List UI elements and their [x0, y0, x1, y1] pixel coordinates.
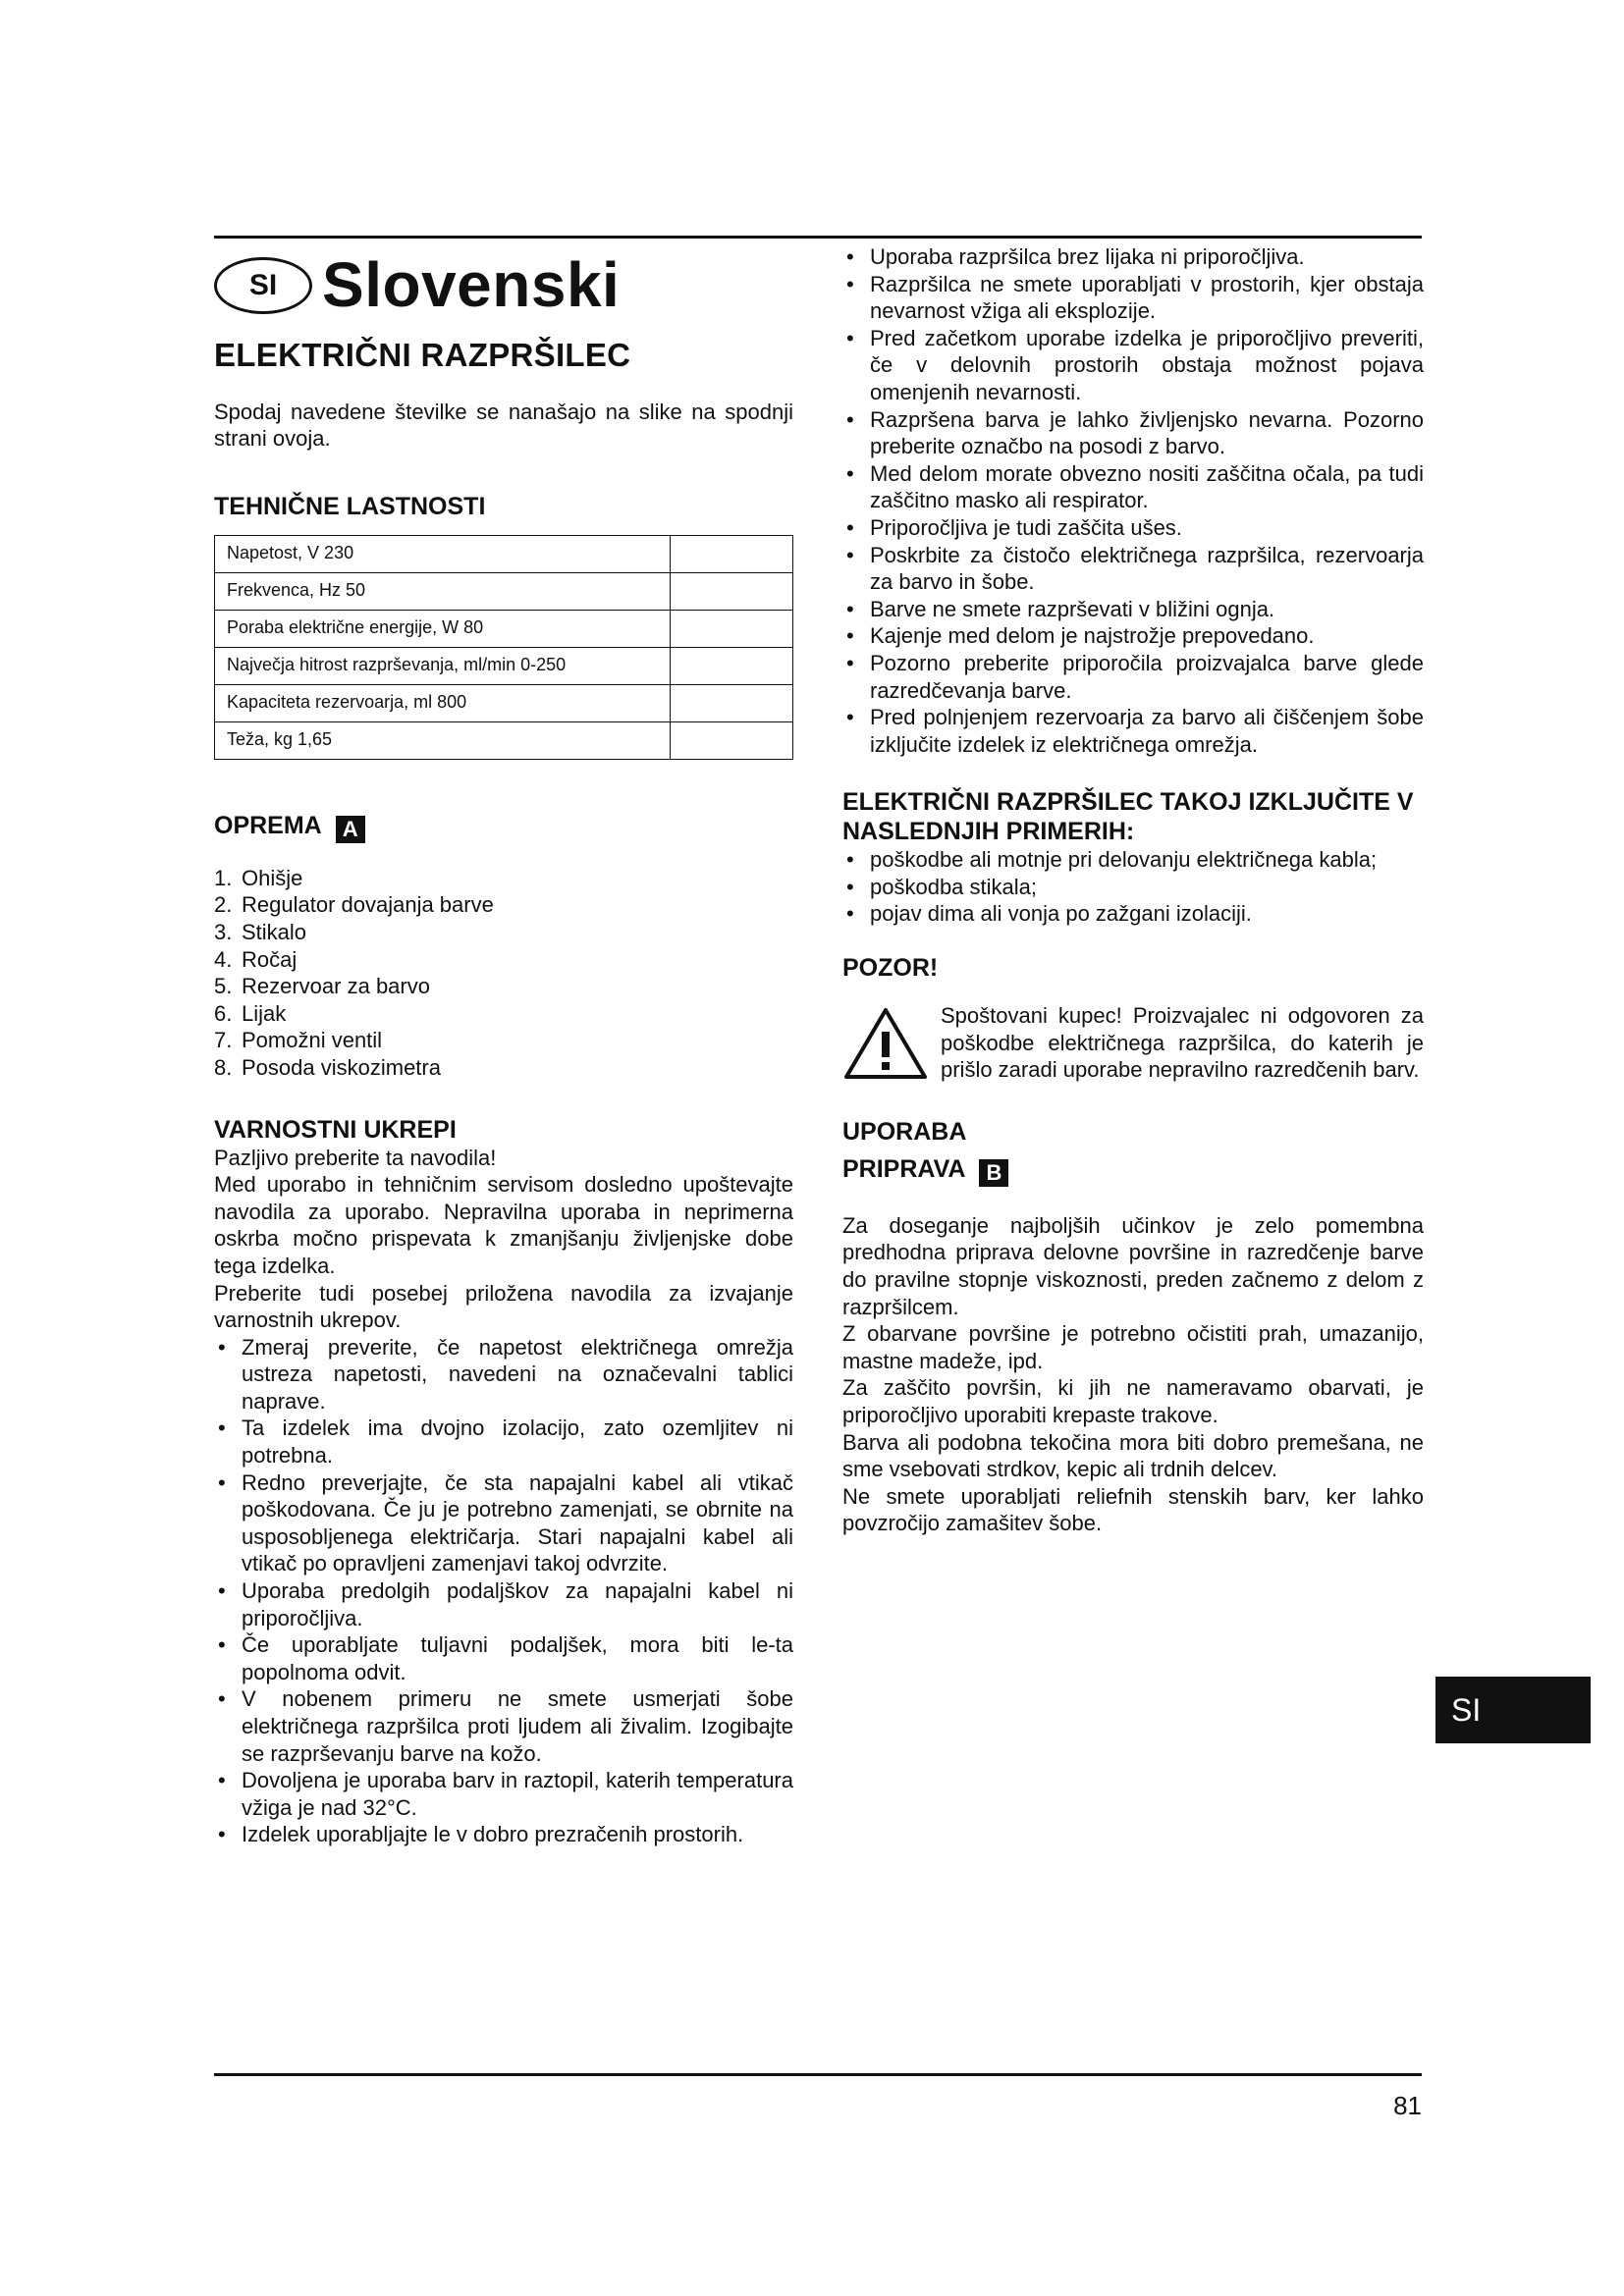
table-row [215, 647, 793, 684]
usage-text [842, 1212, 1424, 1537]
item-text: Pomožni ventil [242, 1028, 383, 1053]
spec-value-cell [671, 684, 793, 721]
list-item: • Barve ne smete razprševati v bližini ognja. [842, 596, 1424, 623]
usage-section [842, 1117, 1424, 1537]
table-row [215, 684, 793, 721]
warning-text: Spoštovani kupec! Proizvajalec ni odgovoren za poškodbe električnega razpršilca, do katerih je prišlo zaradi uporabe nepravilno razredčenih barv. [941, 1003, 1424, 1083]
list-item: • Kajenje med delom je najstrožje prepovedano. [842, 622, 1424, 650]
specs-heading: TEHNIČNE LASTNOSTI [214, 492, 486, 520]
table-row [215, 721, 793, 759]
spec-value-cell [671, 721, 793, 759]
figure-b-badge: B [979, 1159, 1008, 1187]
language-title: Slovenski [322, 249, 621, 321]
item-text: Ročaj [242, 946, 298, 972]
item-number: 7. [214, 1028, 233, 1053]
list-item: • Poskrbite za čistočo električnega razpršilca, rezervoarja za barvo in šobe. [842, 542, 1424, 596]
specs-table [214, 535, 793, 760]
list-item [214, 946, 793, 974]
list-item: • Pred začetkom uporabe izdelka je priporočljivo preveriti, če v delovnih prostorih obstaja možnost pojava omenjenih nevarnosti. [842, 325, 1424, 406]
item-number: 1. [214, 865, 233, 890]
warning-block [842, 1002, 1424, 1084]
item-number: 5. [214, 974, 233, 999]
list-item: • Redno preverjajte, če sta napajalni kabel ali vtikač poškodovana. Če ju je potrebno zamenjati, se obrnite na usposobljenega električarja. Stari napajalni kabel ali vtikač po opravljeni zamenjavi takoj odvrzite. [214, 1469, 793, 1577]
switch-off-heading: ELEKTRIČNI RAZPRŠILEC TAKOJ IZKLJUČITE V NASLEDNJIH PRIMERIH: [842, 788, 1414, 846]
safety-section [214, 1115, 793, 1848]
item-number: 2. [214, 892, 233, 918]
list-item: • Pred polnjenjem rezervoarja za barvo ali čiščenjem šobe izključite izdelek iz električnega omrežja. [842, 704, 1424, 758]
warning-section [842, 953, 1424, 1084]
list-item: • poškodbe ali motnje pri delovanju električnega kabla; [842, 846, 1424, 874]
safety-paragraph: Pazljivo preberite ta navodila! [214, 1145, 497, 1170]
list-item: • Pozorno preberite priporočila proizvajalca barve glede razredčevanja barve. [842, 650, 1424, 704]
item-text: Rezervoar za barvo [242, 974, 430, 999]
spec-value-cell [671, 610, 793, 647]
bottom-rule [214, 2073, 1422, 2076]
equipment-heading-text: OPREMA [214, 811, 322, 839]
table-row [215, 535, 793, 572]
switch-off-list [842, 846, 1424, 928]
safety-bullets-right [842, 243, 1424, 758]
list-item [214, 891, 793, 919]
page-number: 81 [1393, 2091, 1422, 2120]
list-item [214, 1000, 793, 1028]
usage-paragraph: Barva ali podobna tekočina mora biti dobro premešana, ne sme vsebovati strdkov, kepic ali trdnih delcev. [842, 1429, 1424, 1482]
switch-off-section [842, 787, 1424, 928]
spec-cell: Poraba električne energije, W 80 [215, 610, 671, 647]
usage-paragraph: Ne smete uporabljati reliefnih stenskih barv, ker lahko povzročijo zamašitev šobe. [842, 1483, 1424, 1536]
language-header [214, 245, 793, 326]
list-item: • Ta izdelek ima dvojno izolacijo, zato ozemljitev ni potrebna. [214, 1415, 793, 1468]
item-text: Posoda viskozimetra [242, 1054, 441, 1080]
item-number: 4. [214, 946, 233, 972]
spec-value-cell [671, 647, 793, 684]
safety-heading: VARNOSTNI UKREPI [214, 1115, 457, 1144]
table-row [215, 572, 793, 610]
list-item [214, 919, 793, 946]
left-column [214, 243, 793, 1848]
item-number: 8. [214, 1054, 233, 1080]
list-item [214, 973, 793, 1000]
list-item [214, 865, 793, 892]
list-item: • Zmeraj preverite, če napetost električnega omrežja ustreza napetosti, navedeni na označevalni tablici naprave. [214, 1334, 793, 1415]
spec-cell: Teža, kg 1,65 [215, 721, 671, 759]
spec-cell: Največja hitrost razprševanja, ml/min 0-250 [215, 647, 671, 684]
item-text: Ohišje [242, 865, 303, 890]
usage-paragraph: Z obarvane površine je potrebno očistiti prah, umazanijo, mastne madeže, ipd. [842, 1321, 1424, 1373]
table-row [215, 610, 793, 647]
list-item: • Razpršilca ne smete uporabljati v prostorih, kjer obstaja nevarnost vžiga ali eksplozije. [842, 271, 1424, 325]
top-rule [214, 236, 1422, 239]
language-side-tab: SI [1435, 1677, 1591, 1743]
safety-paragraph: Preberite tudi posebej priložena navodila za izvajanje varnostnih ukrepov. [214, 1280, 793, 1333]
preparation-heading-text: PRIPRAVA [842, 1154, 966, 1183]
item-text: Lijak [242, 1000, 287, 1026]
equipment-heading [214, 811, 793, 843]
spec-value-cell [671, 572, 793, 610]
safety-bullets-left [214, 1334, 793, 1848]
preparation-heading [842, 1154, 1424, 1187]
usage-heading: UPORABA [842, 1117, 967, 1146]
usage-paragraph: Za doseganje najboljših učinkov je zelo pomembna predhodna priprava delovne površine in razredčenje barve do pravilne stopnje viskoznosti, preden začnemo z delom z razpršilcem. [842, 1212, 1424, 1319]
figure-a-badge: A [336, 816, 365, 843]
usage-paragraph: Za zaščito površin, ki jih ne nameravamo obarvati, je priporočljivo uporabiti krepaste trakove. [842, 1375, 1424, 1427]
item-text: Stikalo [242, 919, 307, 944]
spec-value-cell [671, 535, 793, 572]
right-column [842, 243, 1424, 1537]
safety-paragraph: Med uporabo in tehničnim servisom dosledno upoštevajte navodila za uporabo. Nepravilna uporaba in neprimerna oskrba močno prispevata k zmanjšanju življenjske dobe tega izdelka. [214, 1172, 793, 1278]
item-number: 3. [214, 919, 233, 944]
list-item: • Uporaba predolgih podaljškov za napajalni kabel ni priporočljiva. [214, 1577, 793, 1631]
list-item: • Med delom morate obvezno nositi zaščitna očala, pa tudi zaščitno masko ali respirator. [842, 460, 1424, 514]
equipment-section [214, 811, 793, 1082]
list-item: • V nobenem primeru ne smete usmerjati šobe električnega razpršilca proti ljudem ali živalim. Izogibajte se razprševanju barve na kožo. [214, 1685, 793, 1767]
list-item: • Razpršena barva je lahko življenjsko nevarna. Pozorno preberite označbo na posodi z barvo. [842, 406, 1424, 460]
list-item: • Dovoljena je uporaba barv in raztopil, katerih temperatura vžiga je nad 32°C. [214, 1767, 793, 1821]
item-text: Regulator dovajanja barve [242, 892, 494, 918]
list-item: • pojav dima ali vonja po zažgani izolaciji. [842, 900, 1424, 928]
spec-cell: Kapaciteta rezervoarja, ml 800 [215, 684, 671, 721]
list-item: • Če uporabljate tuljavni podaljšek, mora biti le-ta popolnoma odvit. [214, 1631, 793, 1685]
list-item: • Izdelek uporabljajte le v dobro prezračenih prostorih. [214, 1821, 793, 1848]
list-item: • Uporaba razpršilca brez lijaka ni priporočljiva. [842, 243, 1424, 271]
list-item [214, 1027, 793, 1054]
warning-heading: POZOR! [842, 954, 939, 983]
list-item [214, 1054, 793, 1082]
intro-text: Spodaj navedene številke se nanašajo na slike na spodnji strani ovoja. [214, 399, 793, 452]
spec-cell: Napetost, V 230 [215, 535, 671, 572]
language-code-badge: SI [214, 257, 312, 314]
list-item: • poškodba stikala; [842, 874, 1424, 901]
spec-cell: Frekvenca, Hz 50 [215, 572, 671, 610]
list-item: • Priporočljiva je tudi zaščita ušes. [842, 514, 1424, 542]
document-title: ELEKTRIČNI RAZPRŠILEC [214, 337, 631, 373]
item-number: 6. [214, 1000, 233, 1026]
warning-triangle-icon [842, 1004, 929, 1083]
equipment-list [214, 865, 793, 1082]
